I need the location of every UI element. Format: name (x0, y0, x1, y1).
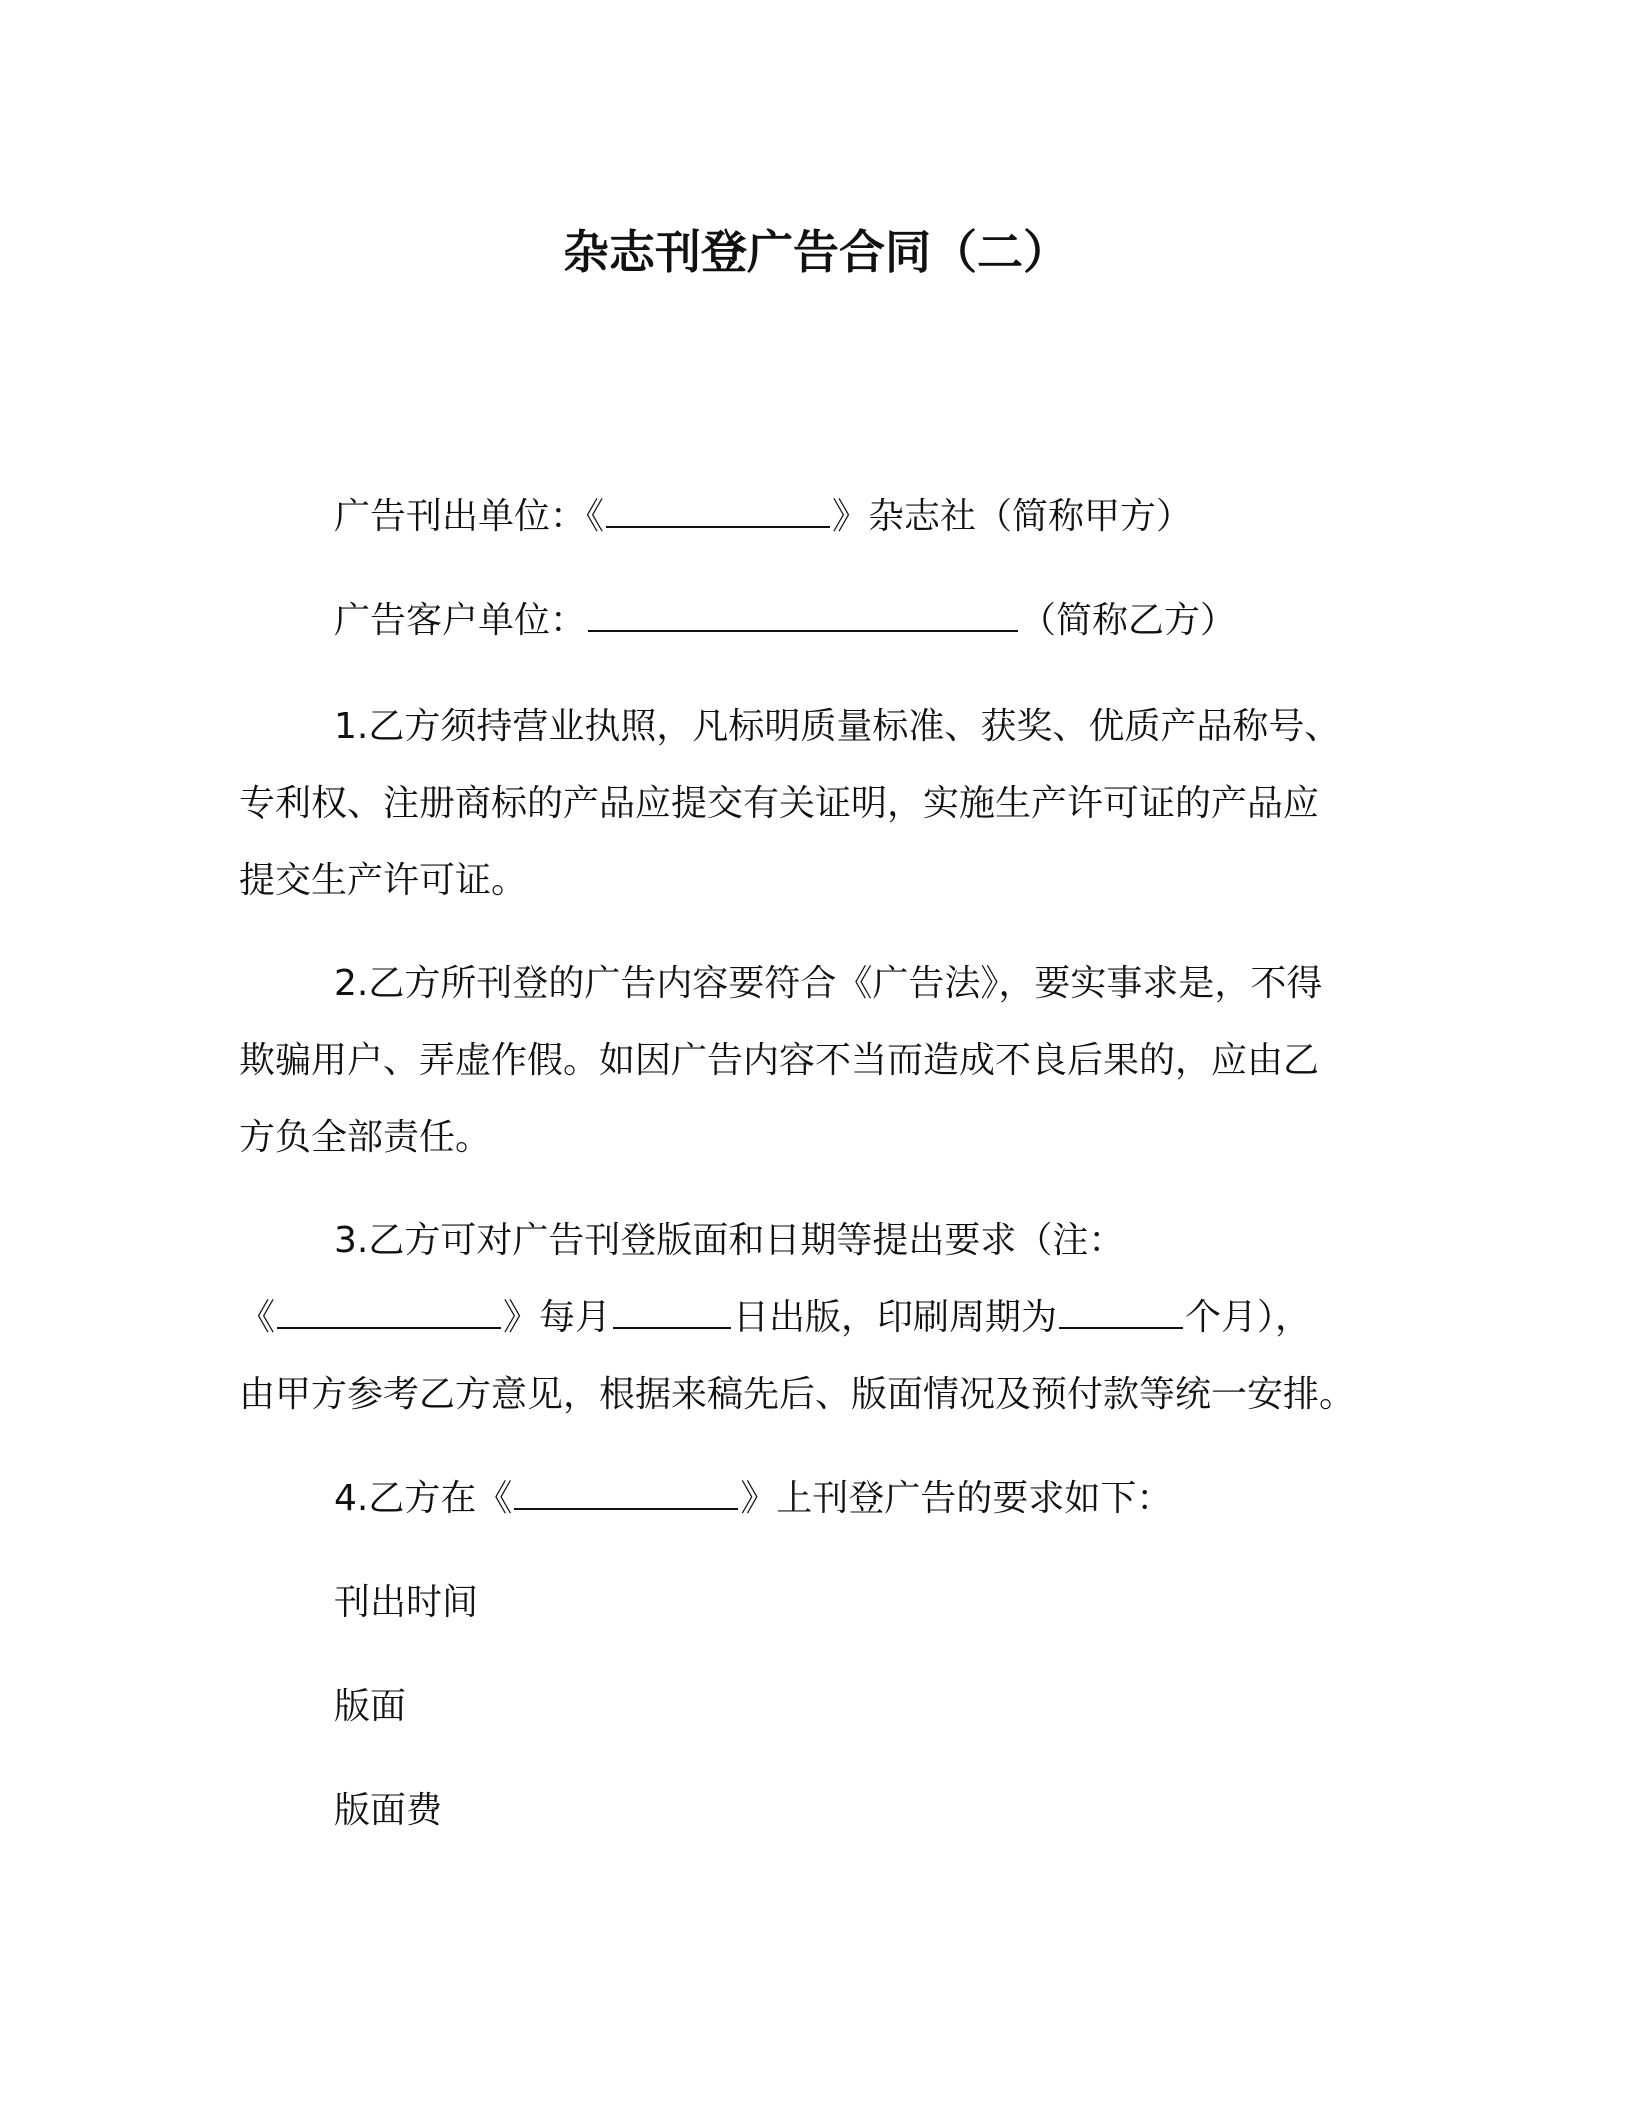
client-name-blank[interactable] (588, 596, 1018, 632)
clause1-line3: 提交生产许可证。 (239, 860, 528, 901)
client-line (334, 596, 1236, 646)
clause4-line (334, 1474, 1172, 1524)
clause3-line3: 由甲方参考乙方意见，根据来稿先后、版面情况及预付款等统一安排。 (239, 1374, 1356, 1415)
clause2-line3: 方负全部责任。 (239, 1117, 492, 1158)
clause4-suffix: 》上刊登广告的要求如下： (740, 1478, 1173, 1519)
client-label: 广告客户单位： (334, 600, 587, 641)
field-publish-time: 刊出时间 (334, 1582, 479, 1623)
clause1-line2: 专利权、注册商标的产品应提交有关证明，实施生产许可证的产品应 (239, 783, 1320, 824)
publisher-suffix: 》杂志社（简称甲方） (832, 496, 1193, 537)
clause3-line2 (239, 1293, 1311, 1343)
clause4-prefix: 4.乙方在《 (334, 1478, 513, 1519)
clause3-after-title: 》每月 (503, 1297, 612, 1338)
clause4-magazine-blank[interactable] (514, 1474, 738, 1510)
document-title: 杂志刊登广告合同（二） (563, 225, 1069, 279)
clause3-after-cycle: 个月）， (1185, 1297, 1312, 1338)
magazine-name-blank[interactable] (606, 492, 830, 528)
field-layout: 版面 (334, 1686, 407, 1727)
print-cycle-blank[interactable] (1059, 1293, 1183, 1329)
magazine-title-blank[interactable] (277, 1293, 501, 1329)
publisher-open-mark: 《 (586, 496, 605, 537)
clause2-line2: 欺骗用户、弄虚作假。如因广告内容不当而造成不良后果的，应由乙 (239, 1040, 1320, 1081)
client-suffix: （简称乙方） (1020, 600, 1237, 641)
clause3-line1: 3.乙方可对广告刊登版面和日期等提出要求（注： (334, 1220, 1125, 1261)
publisher-label: 广告刊出单位： (334, 496, 587, 537)
publisher-line (334, 492, 1192, 542)
publish-day-blank[interactable] (613, 1293, 731, 1329)
clause2-line1: 2.乙方所刊登的广告内容要符合《广告法》，要实事求是，不得 (334, 963, 1323, 1004)
field-layout-fee: 版面费 (334, 1790, 443, 1831)
clause1-line1: 1.乙方须持营业执照，凡标明质量标准、获奖、优质产品称号、 (334, 706, 1341, 747)
clause3-after-day: 日出版，印刷周期为 (733, 1297, 1058, 1338)
clause3-open-mark: 《 (239, 1297, 276, 1338)
